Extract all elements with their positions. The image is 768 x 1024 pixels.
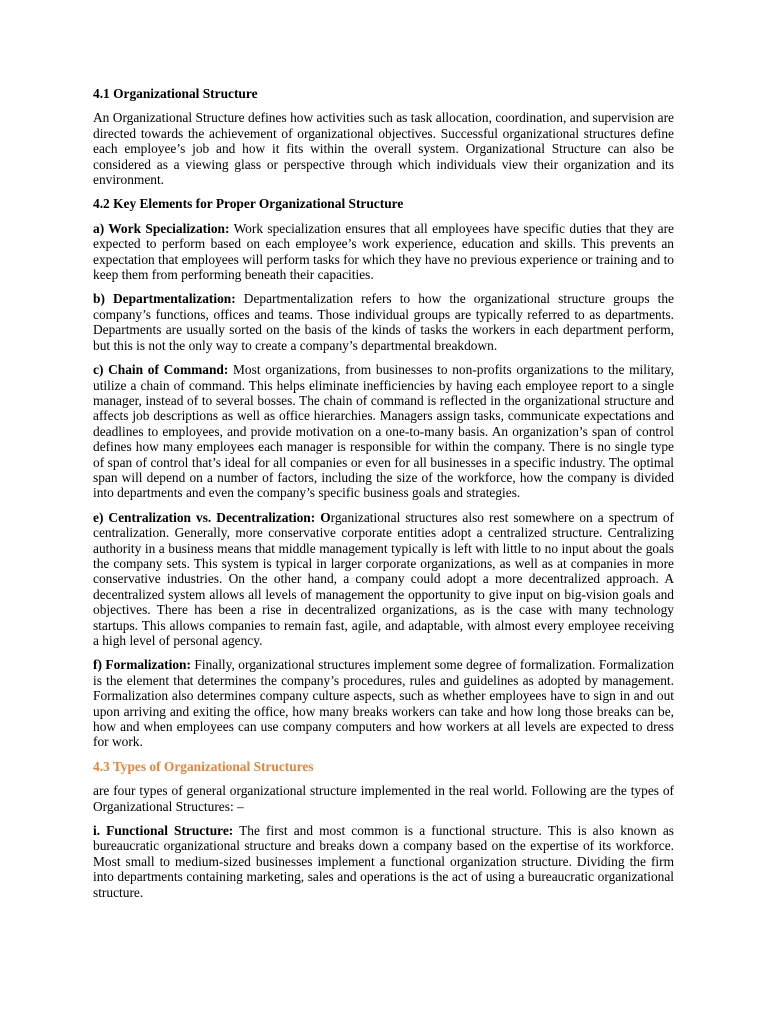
- section-4-1-paragraph: An Organizational Structure defines how activities such as task allocation, coordination, and supervision are directed towards the achievement of organizational objectives. Successful organizational structures define each employee’s job and how it fits within the overall system. Organizational Structure can also be considered as a viewing glass or perspective through which individuals view their organization and its environment.: [93, 110, 674, 188]
- functional-structure-term: i. Functional Structure:: [93, 823, 234, 839]
- functional-structure-paragraph: [93, 823, 674, 900]
- work-specialization-text: Work specialization ensures that all employees have specific duties that they are expected to perform based on each employee’s work experience, education and skills. This prevents an expectation that employees will perform tasks for which they have no previous experience or training and to keep them from performing beneath their capacities.: [93, 220, 675, 283]
- centralization-term: e) Centralization vs. Decentralization: O: [93, 509, 331, 525]
- departmentalization-term: b) Departmentalization:: [93, 291, 236, 307]
- work-specialization-paragraph: [93, 221, 674, 283]
- centralization-text: rganizational structures also rest somewhere on a spectrum of centralization. Generally, more conservative corporate entities adopt a centralized structure. Centralizing authority in a business means that middle management typically is left with little to no input about the goals the company sets. This system is typical in larger corporate organizations, as well as at companies in more conservative industries. On the other hand, a company could adopt a more decentralized approach. A decentralized system allows all levels of management the opportunity to give input on big-vision goals and objectives. There has been a rise in decentralized organizations, as is the case with many technology startups. This allows companies to remain fast, agile, and adaptable, with almost every employee receiving a high level of personal agency.: [93, 509, 674, 648]
- departmentalization-text: Departmentalization refers to how the organizational structure groups the company’s functions, offices and teams. Those individual groups are typically referred to as departments. Departments are usually sorted on the basis of the kinds of tasks the workers in each department perform, but this is not the only way to create a company’s departmental breakdown.: [93, 291, 674, 353]
- section-4-3-paragraph: are four types of general organizational structure implemented in the real world. Following are the types of Organizational Structures: –: [93, 783, 674, 814]
- formalization-term: f) Formalization:: [93, 657, 191, 673]
- work-specialization-term: a) Work Specialization:: [93, 220, 230, 236]
- centralization-paragraph: [93, 510, 674, 649]
- departmentalization-paragraph: [93, 291, 674, 353]
- chain-of-command-paragraph: [93, 362, 674, 501]
- section-heading-4-1: 4.1 Organizational Structure: [93, 86, 258, 101]
- formalization-paragraph: [93, 657, 674, 749]
- document-page: [93, 86, 674, 909]
- section-heading-4-2: 4.2 Key Elements for Proper Organizational Structure: [93, 196, 404, 212]
- section-heading-4-3: 4.3 Types of Organizational Structures: [93, 758, 314, 774]
- functional-structure-text: The first and most common is a functional structure. This is also known as bureaucratic organizational structure and breaks down a company based on the expertise of its workforce. Most small to medium-sized businesses implement a functional organization structure. Dividing the firm into departments containing marketing, sales and operations is the act of using a bureaucratic organizational structure.: [93, 823, 674, 900]
- formalization-text: Finally, organizational structures implement some degree of formalization. Formalization is the element that determines the company’s procedures, rules and guidelines as adopted by management. Formalization also determines company culture aspects, such as whether employees have to sign in and out upon arriving and exiting the office, how many breaks workers can take and how long those breaks can be, how and when employees can use company computers and how workers at all levels are expected to dress for work.: [93, 657, 674, 750]
- chain-of-command-term: c) Chain of Command:: [93, 362, 229, 378]
- chain-of-command-text: Most organizations, from businesses to non-profits organizations to the military, utilize a chain of command. This helps eliminate inefficiencies by having each employee report to a single manager, instead of to several bosses. The chain of command is reflected in the organizational structure and affects job descriptions as well as office hierarchies. Managers assign tasks, communicate expectations and deadlines to employees, and provide motivation on a one-to-many basis. An organization’s span of control defines how many employees each manager is responsible for within the company. There is no single type of span of control that’s ideal for all companies or even for all businesses in a specific industry. The optimal span will depend on a number of factors, including the size of the workforce, how the company is divided into departments and even the company’s specific business goals and strategies.: [93, 362, 674, 501]
